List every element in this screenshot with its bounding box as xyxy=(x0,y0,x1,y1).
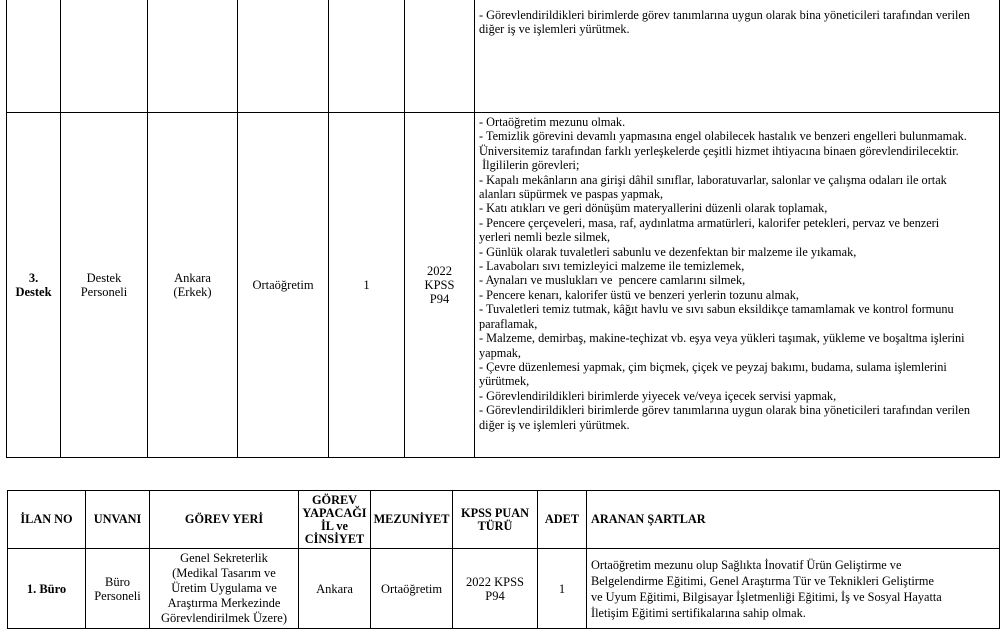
adet: 1 xyxy=(558,581,566,596)
requirement-line: İletişim Eğitimi sertifikalarına sahip olmak. xyxy=(591,605,806,620)
unvan-line: Büro xyxy=(105,574,130,589)
header-line: GÖREV xyxy=(311,492,358,507)
header-line: KPSS PUAN xyxy=(461,505,529,520)
requirement-line: yerleri nemli bezle silmek, xyxy=(479,230,611,245)
requirement-line: - Lavaboları sıvı temizleyici malzeme ile temizlemek, xyxy=(479,259,745,274)
requirement-line: - Ortaöğretim mezunu olmak. xyxy=(479,115,626,129)
ilan-no: 3. xyxy=(28,271,39,285)
requirement-line: - Günlük olarak tuvaletleri sabunlu ve dezenfektan bir malzeme ile yıkamak, xyxy=(479,244,857,259)
header-line: İL ve xyxy=(321,518,348,533)
empty-cell xyxy=(329,0,405,113)
adet-cell xyxy=(329,113,405,458)
gorev-yeri-line: (Erkek) xyxy=(173,285,212,299)
mezuniyet: Ortaöğretim xyxy=(252,278,314,292)
ilan-no-cell xyxy=(7,113,61,458)
empty-cell xyxy=(238,0,329,113)
text-line: - Görevlendirildikleri birimlerde görev tanımlarına uygun olarak bina yöneticileri tarafından verilen xyxy=(479,8,971,22)
unvan-cell xyxy=(61,113,148,458)
requirement-line: - Pencere kenarı, kalorifer üstü ve benzeri yerlerin tozunu almak, xyxy=(479,287,799,302)
empty-cell xyxy=(405,0,475,113)
gorev-yeri-line: Ankara xyxy=(174,271,211,285)
header-mezuniyet: MEZUNİYET xyxy=(371,491,453,549)
requirement-line: yapmak, xyxy=(479,345,522,360)
requirement-line: - Malzeme, demirbaş, makine-teçhizat vb. eşya veya yükleri taşımak, yükleme ve boşaltma işlerini xyxy=(479,331,965,346)
requirements-cell xyxy=(587,549,1000,629)
requirement-line: - Katı atıkları ve geri dönüşüm materyallerini düzenli olarak toplamak, xyxy=(479,201,828,216)
requirement-line: - Aynaları ve muslukları ve pencere camlarını silmek, xyxy=(479,273,746,288)
kpss-cell xyxy=(405,113,475,458)
unvan-line: Personeli xyxy=(94,588,141,603)
requirement-line: Üniversitemiz tarafından farklı yerleşkelerde çeşitli hizmet ihtiyacına binaen görevlendirilecektir. xyxy=(479,143,959,158)
kpss-line: KPSS xyxy=(424,278,455,292)
header-line: TÜRÜ xyxy=(477,518,513,533)
unvan-line: Personeli xyxy=(80,285,128,299)
requirement-line: Belgelendirme Eğitimi, Genel Araştırma Tür ve Teknikleri Geliştirme xyxy=(591,573,934,588)
requirements-cell xyxy=(475,0,1000,113)
unvan-cell xyxy=(86,549,150,629)
requirement-line: - Temizlik görevini devamlı yapmasına engel olabilecek hastalık ve benzeri engelleri bulunmamak. xyxy=(479,129,967,144)
kpss-cell xyxy=(453,549,538,629)
ilan-type: Destek xyxy=(15,285,52,299)
requirement-line: İlgililerin görevleri; xyxy=(479,158,580,173)
requirement-line: - Pencere çerçeveleri, masa, raf, aydınlatma armatürleri, kalorifer petekleri, pervaz ve benzeri xyxy=(479,215,940,230)
requirement-line: - Çevre düzenlemesi yapmak, çim biçmek, çiçek ve peyzaj bakımı, budama, sulama işlemlerini xyxy=(479,359,947,374)
requirement-line: - Görevlendirildikleri birimlerde görev tanımlarına uygun olarak bina yöneticileri tarafından verilen xyxy=(479,403,971,418)
table-row xyxy=(8,549,1000,629)
ilan-no-cell xyxy=(8,549,86,629)
job-table-1 xyxy=(6,0,1000,458)
header-aranan-sartlar: ARANAN ŞARTLAR xyxy=(587,491,1000,549)
gorev-yeri-cell xyxy=(148,113,238,458)
kpss-line: 2022 KPSS xyxy=(465,574,524,589)
unvan-line: Destek xyxy=(86,271,122,285)
gorev-yeri-line: Üretim Uygulama ve xyxy=(171,581,277,595)
header-line: YAPACAĞI xyxy=(302,505,367,520)
il-cell xyxy=(299,549,371,629)
gorev-yeri-cell xyxy=(150,549,299,629)
header-gorev-yeri: GÖREV YERİ xyxy=(150,491,299,549)
mezuniyet: Ortaöğretim xyxy=(380,581,443,596)
header-kpss xyxy=(453,491,538,549)
kpss-line: P94 xyxy=(485,588,505,603)
requirement-line: - Kapalı mekânların ana girişi dâhil sınıflar, laboratuvarlar, salonlar ve çalışma odaları ile ortak xyxy=(479,172,947,187)
gorev-yeri-line: Araştırma Merkezinde xyxy=(167,596,281,610)
requirement-line: Ortaöğretim mezunu olup Sağlıkta İnovatif Ürün Geliştirme ve xyxy=(591,557,902,572)
text-line: diğer iş ve işlemleri yürütmek. xyxy=(479,22,630,37)
adet-cell xyxy=(538,549,587,629)
table-header-row xyxy=(8,491,1000,549)
mezuniyet-cell xyxy=(238,113,329,458)
gorev-yeri-line: Genel Sekreterlik xyxy=(180,551,268,565)
header-ilan-no: İLAN NO xyxy=(8,491,86,549)
requirement-line: diğer iş ve işlemleri yürütmek. xyxy=(479,417,630,432)
gorev-yeri-line: (Medikal Tasarım ve xyxy=(172,566,276,580)
table-row xyxy=(7,113,1000,458)
header-gorev-il-cinsiyet xyxy=(299,491,371,549)
kpss-line: P94 xyxy=(429,292,450,306)
gorev-yeri-line: Görevlendirilmek Üzere) xyxy=(161,611,287,625)
ilan-no: 1. Büro xyxy=(26,581,67,596)
requirement-line: alanları süpürmek ve paspas yapmak, xyxy=(479,187,664,202)
requirements-cell xyxy=(475,113,1000,458)
table-row xyxy=(7,0,1000,113)
header-unvani: UNVANI xyxy=(86,491,150,549)
requirement-line: ve Uyum Eğitimi, Bilgisayar İşletmenliği Eğitimi, İş ve Sosyal Hayatta xyxy=(591,589,942,604)
requirement-line: - Görevlendirildikleri birimlerde yiyecek ve/veya içecek servisi yapmak, xyxy=(479,388,837,403)
requirement-line: yürütmek, xyxy=(479,374,530,389)
job-table-2 xyxy=(7,490,1000,629)
requirement-line: - Tuvaletleri temiz tutmak, kâğıt havlu ve sıvı sabun eksildikçe tamamlamak ve kontrol formunu xyxy=(479,302,954,317)
header-line: CİNSİYET xyxy=(304,531,365,546)
header-adet: ADET xyxy=(538,491,587,549)
requirements-list xyxy=(479,115,996,432)
adet: 1 xyxy=(363,278,370,292)
requirement-line: paraflamak, xyxy=(479,316,538,331)
empty-cell xyxy=(61,0,148,113)
empty-cell xyxy=(148,0,238,113)
mezuniyet-cell xyxy=(371,549,453,629)
empty-cell xyxy=(7,0,61,113)
il: Ankara xyxy=(316,581,353,596)
kpss-line: 2022 xyxy=(427,264,452,278)
